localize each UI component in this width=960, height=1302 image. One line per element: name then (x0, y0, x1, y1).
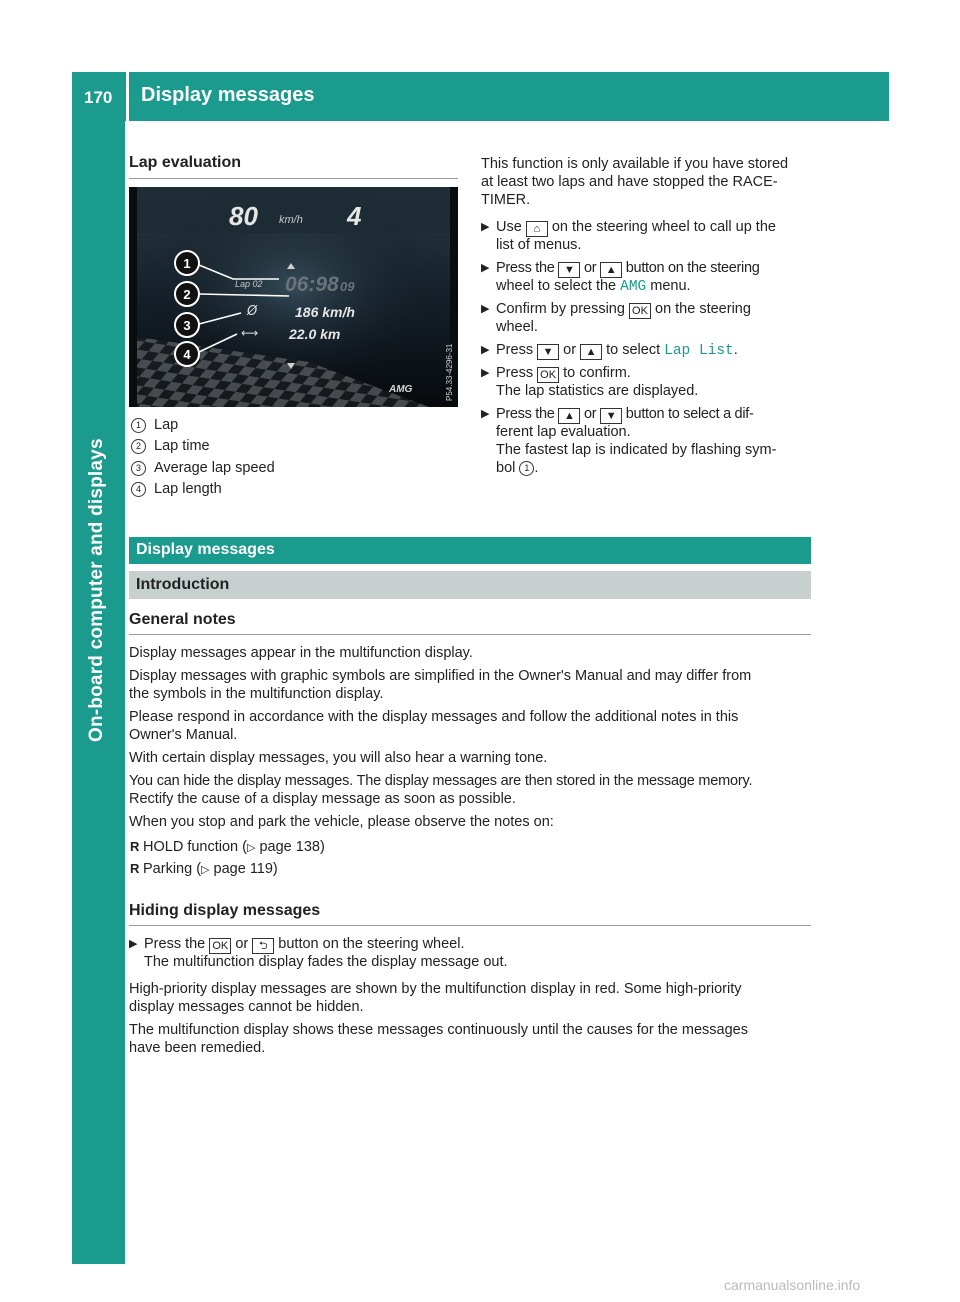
up-key-icon: ▲ (600, 262, 622, 278)
up-key-icon: ▲ (558, 408, 580, 424)
down-key-icon: ▼ (537, 344, 559, 360)
heading-rule (129, 178, 458, 179)
page-reference-link[interactable]: page 138) (259, 839, 325, 855)
figure-code: P54.33-4296-31 (445, 343, 454, 401)
average-icon: Ø (247, 304, 258, 319)
list-item: R Parking (▷ page 119) (130, 861, 278, 877)
paragraph: High-priority display messages are shown by the multifunction display in red. Some high-priority (129, 981, 742, 997)
intro-line: This function is only available if you have stored (481, 156, 789, 172)
paragraph: have been remedied. (129, 1040, 266, 1056)
step-arrow-icon: ▶ (481, 221, 490, 233)
callout-3-label: 3 (183, 318, 191, 333)
paragraph: When you stop and park the vehicle, please observe the notes on: (129, 814, 554, 830)
home-key-icon: ⌂ (526, 221, 548, 237)
average-speed: 186 km/h (295, 304, 355, 320)
speed-value: 80 (229, 201, 258, 231)
lap-time: 06:98 (285, 273, 339, 296)
callout-2 (175, 282, 199, 306)
brand-logo: AMG (389, 384, 413, 395)
up-key-icon: ▲ (580, 344, 602, 360)
step-arrow-icon: ▶ (481, 262, 490, 274)
gear-value: 4 (347, 201, 362, 231)
step-arrow-icon: ▶ (481, 344, 490, 356)
paragraph: display messages cannot be hidden. (129, 999, 364, 1015)
paragraph: Rectify the cause of a display message as soon as possible. (129, 791, 516, 807)
speed-unit: km/h (279, 214, 303, 226)
general-notes-heading: General notes (129, 611, 236, 628)
intro-line: TIMER. (481, 192, 531, 208)
section-title: Display messages (136, 541, 275, 558)
subsection-bar (129, 571, 811, 599)
callout-3 (175, 313, 199, 337)
amg-menu-name: AMG (620, 279, 647, 295)
step-arrow-icon: ▶ (481, 303, 490, 315)
heading-rule (129, 634, 811, 635)
list-item: R HOLD function (▷ page 138) (130, 839, 325, 855)
page-ref-icon: ▷ (201, 864, 210, 876)
down-key-icon: ▼ (600, 408, 622, 424)
lap-list-menu-item: Lap List (664, 343, 734, 359)
header-separator (126, 72, 129, 121)
paragraph: The multifunction display shows these messages continuously until the causes for the messages (129, 1022, 748, 1038)
paragraph: Please respond in accordance with the display messages and follow the additional notes in this (129, 709, 739, 725)
lap-time-small: 09 (340, 279, 355, 294)
step-arrow-icon: ▶ (129, 938, 138, 950)
callout-2-label: 2 (183, 287, 191, 302)
ok-key-icon: OK (629, 303, 651, 319)
down-key-icon: ▼ (558, 262, 580, 278)
lap-evaluation-figure (129, 187, 458, 407)
ok-key-icon: OK (209, 938, 231, 954)
lap-evaluation-heading: Lap evaluation (129, 154, 242, 171)
legend-item: 4 Lap length (131, 480, 222, 498)
page-reference-link[interactable]: page 119) (213, 861, 278, 877)
step-arrow-icon: ▶ (481, 367, 490, 379)
legend-item: 2 Lap time (131, 437, 210, 455)
callout-4-label: 4 (183, 347, 191, 362)
legend-item: 1 Lap (131, 416, 178, 434)
back-key-icon: ⮌ (252, 938, 274, 954)
lap-length-value: 22.0 km (289, 326, 341, 342)
watermark: carmanualsonline.info (724, 1277, 861, 1293)
paragraph: With certain display messages, you will also hear a warning tone. (129, 750, 548, 766)
callout-ref-1: 1 (519, 461, 534, 476)
legend-item: 3 Average lap speed (131, 459, 275, 477)
paragraph: You can hide the display messages. The display messages are then stored in the message memory. (129, 773, 753, 789)
paragraph: Display messages with graphic symbols are simplified in the Owner's Manual and may differ from (129, 668, 752, 684)
header-title: Display messages (141, 84, 315, 106)
callout-4 (175, 342, 199, 366)
hiding-heading: Hiding display messages (129, 902, 321, 919)
paragraph: Display messages appear in the multifunction display. (129, 645, 473, 661)
side-tab-label: On-board computer and displays (86, 438, 107, 742)
paragraph: Owner's Manual. (129, 727, 238, 743)
step-arrow-icon: ▶ (481, 408, 490, 420)
page-number: 170 (84, 88, 113, 107)
intro-line: at least two laps and have stopped the RACE- (481, 174, 778, 190)
heading-rule (129, 925, 811, 926)
callout-1 (175, 251, 199, 275)
ok-key-icon: OK (537, 367, 559, 383)
length-icon: ⟷ (241, 326, 259, 340)
paragraph: the symbols in the multifunction display. (129, 686, 384, 702)
subsection-title: Introduction (136, 576, 230, 593)
lap-label: Lap 02 (235, 279, 263, 289)
callout-1-label: 1 (183, 256, 191, 271)
page-ref-icon: ▷ (246, 842, 256, 854)
